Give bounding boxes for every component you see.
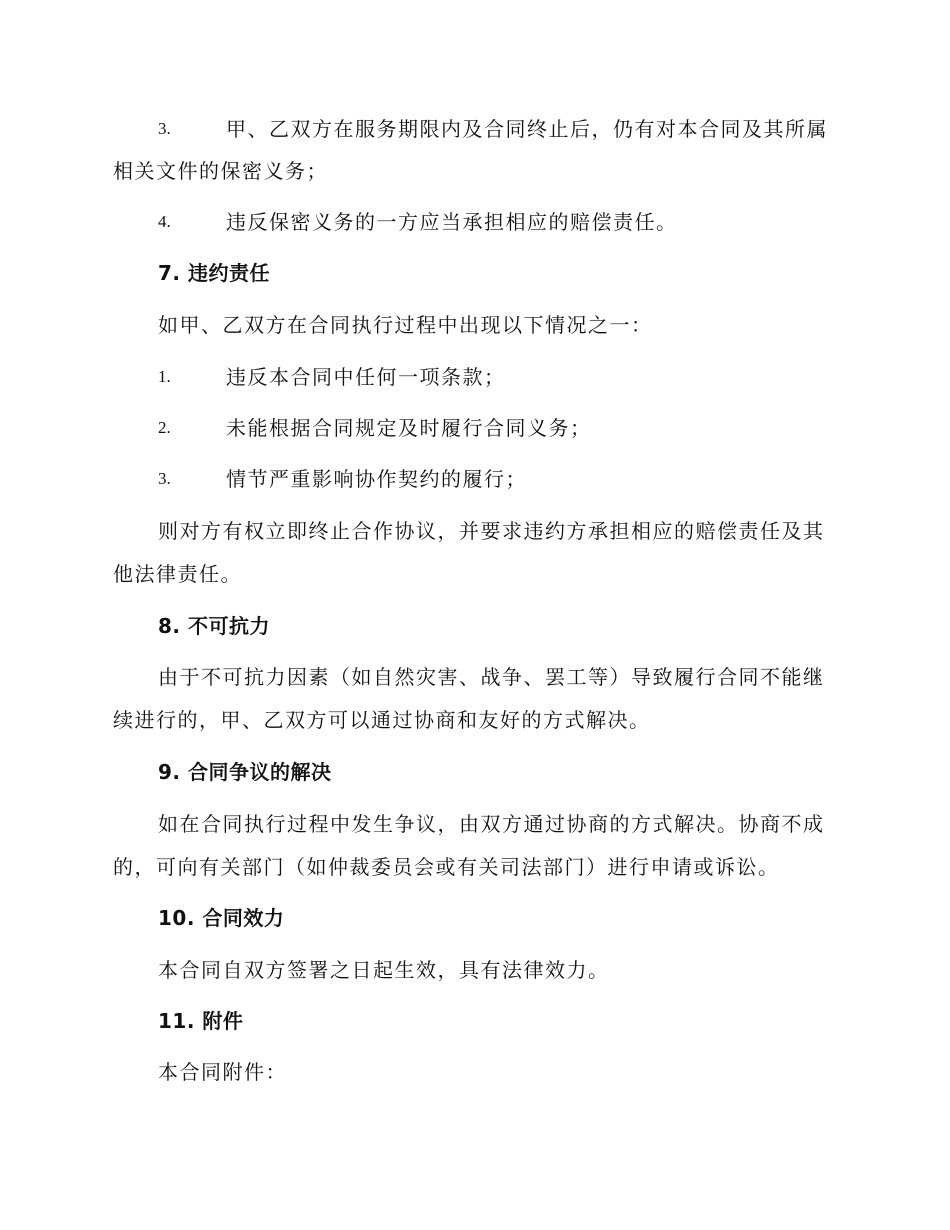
section-heading-force-majeure: 8. 不可抗力 xyxy=(158,614,270,638)
paragraph-text-continuation: 续进行的，甲、乙双方可以通过协商和友好的方式解决。 xyxy=(113,708,651,732)
paragraph-text: 本合同附件： xyxy=(158,1060,287,1084)
list-number: 1. xyxy=(158,367,171,386)
list-number: 3. xyxy=(158,119,171,138)
list-number: 4. xyxy=(158,212,171,231)
paragraph-text-continuation: 他法律责任。 xyxy=(113,562,242,586)
paragraph-text-continuation: 的，可向有关部门（如仲裁委员会或有关司法部门）进行申请或诉讼。 xyxy=(113,855,780,879)
paragraph-text: 则对方有权立即终止合作协议，并要求违约方承担相应的赔偿责任及其 xyxy=(158,519,825,543)
list-item-text-continuation: 相关文件的保密义务； xyxy=(113,159,328,183)
paragraph-text: 如在合同执行过程中发生争议，由双方通过协商的方式解决。协商不成 xyxy=(158,812,825,836)
list-number: 2. xyxy=(158,418,171,437)
list-item-text: 违反本合同中任何一项条款； xyxy=(226,365,506,389)
section-heading-breach: 7. 违约责任 xyxy=(158,261,270,285)
section-heading-validity: 10. 合同效力 xyxy=(158,906,285,930)
list-number: 3. xyxy=(158,469,171,488)
paragraph-text: 本合同自双方签署之日起生效，具有法律效力。 xyxy=(158,958,610,982)
list-item-text: 未能根据合同规定及时履行合同义务； xyxy=(226,416,592,440)
list-item-text: 违反保密义务的一方应当承担相应的赔偿责任。 xyxy=(226,210,678,234)
paragraph-text: 由于不可抗力因素（如自然灾害、战争、罢工等）导致履行合同不能继 xyxy=(158,665,825,689)
paragraph-text: 如甲、乙双方在合同执行过程中出现以下情况之一： xyxy=(158,313,653,337)
section-heading-dispute: 9. 合同争议的解决 xyxy=(158,760,332,784)
list-item-text: 甲、乙双方在服务期限内及合同终止后，仍有对本合同及其所属 xyxy=(226,117,828,141)
list-item-text: 情节严重影响协作契约的履行； xyxy=(226,467,527,491)
section-heading-attachments: 11. 附件 xyxy=(158,1009,244,1033)
